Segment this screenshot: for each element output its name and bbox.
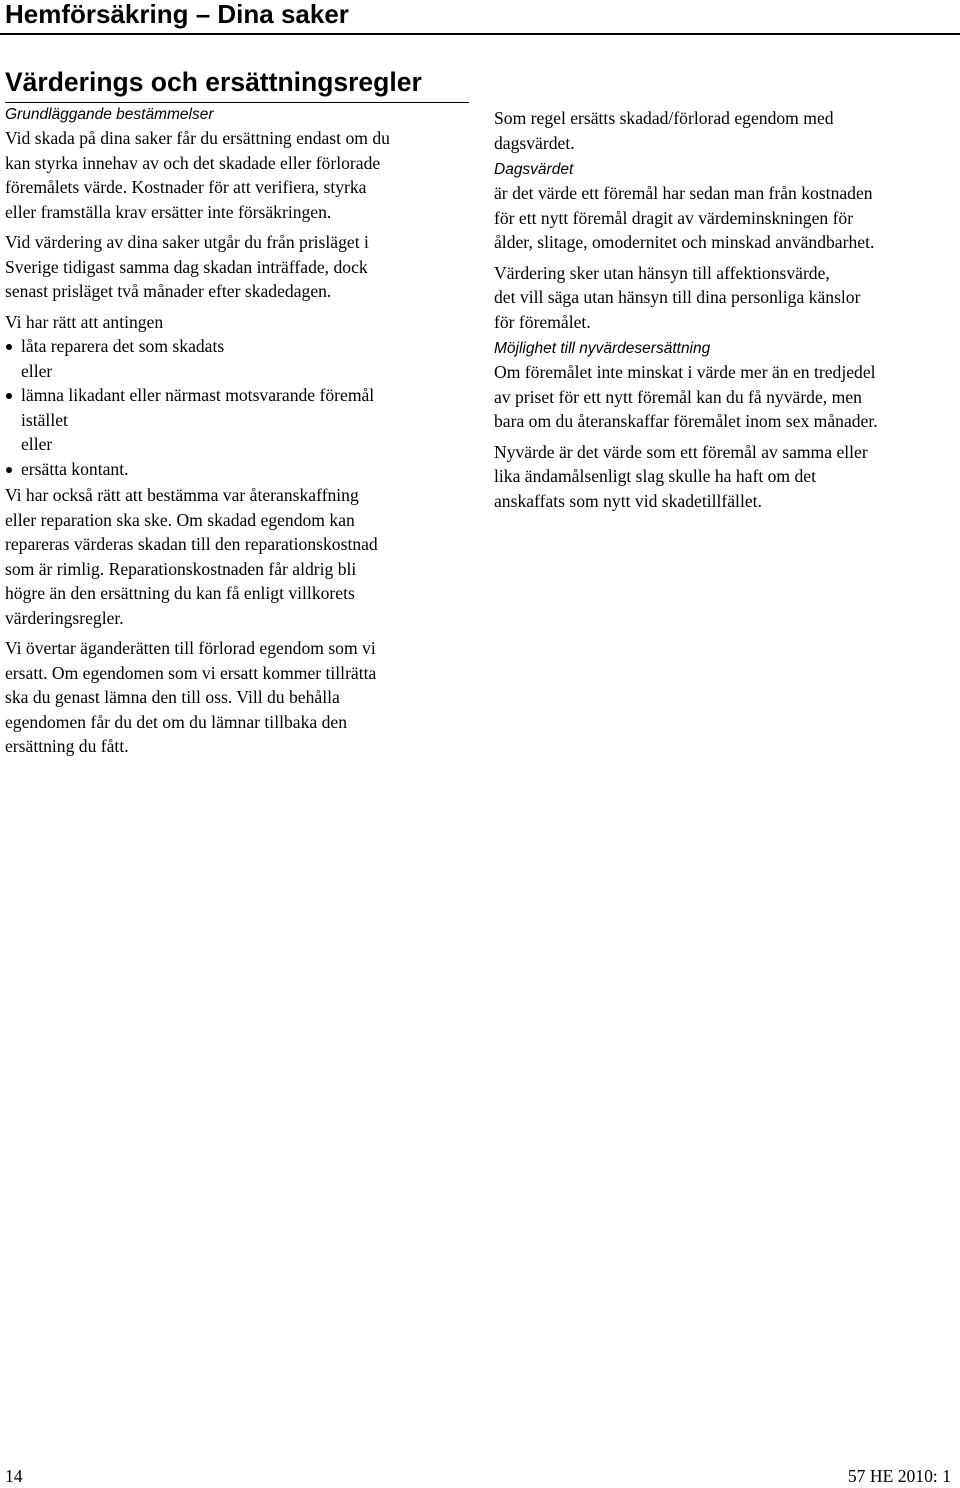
document-code: 57 HE 2010: 1 — [847, 1466, 951, 1486]
text-line: Som regel ersätts skadad/förlorad egendom med — [494, 108, 834, 128]
subheading-basic-rules: Grundläggande bestämmelser — [5, 106, 214, 123]
bullet-item-cash — [5, 457, 477, 482]
bullet-item-repair — [5, 334, 477, 359]
text-line: Vi har också rätt att bestämma var återanskaffning — [5, 485, 359, 505]
text-line: det vill säga utan hänsyn till dina personliga känslor — [494, 287, 861, 307]
page-number: 14 — [5, 1466, 23, 1486]
text-line: eller reparation ska ske. Om skadad egendom kan — [5, 509, 355, 530]
text-line: anskaffats som nytt vid skadetillfället. — [494, 490, 762, 511]
text-line: senast prisläget två månader efter skadedagen. — [5, 281, 332, 301]
text-line: kan styrka innehav av och det skadade eller förlorade — [5, 152, 381, 173]
section-title-divider — [5, 102, 469, 103]
text-line: egendomen får du det om du lämnar tillbaka den — [5, 711, 347, 732]
text-line: ålder, slitage, omodernitet och minskad användbarhet. — [494, 232, 875, 252]
bullet-icon — [6, 393, 12, 399]
text-line: högre än den ersättning du kan få enligt villkorets — [5, 583, 355, 603]
paragraph-options — [5, 310, 477, 482]
paragraph-sentimental-value — [494, 261, 958, 335]
text-line: som är rimlig. Reparationskostnaden får aldrig bli — [5, 558, 357, 579]
text-line: för föremålet. — [494, 311, 591, 332]
section-title: Värderings och ersättningsregler — [5, 67, 422, 97]
bullet-text: låta reparera det som skadats — [21, 336, 225, 356]
text-line: Nyvärde är det värde som ett föremål av samma eller — [494, 441, 868, 462]
bullet-text: ersätta kontant. — [21, 458, 129, 479]
paragraph-repair-rights — [5, 483, 477, 630]
left-column — [5, 104, 477, 759]
text-line: dagsvärdet. — [494, 132, 575, 153]
text-line: ersatt. Om egendomen som vi ersatt kommer tillrätta — [5, 662, 377, 683]
text-line: är det värde ett föremål har sedan man från kostnaden — [494, 183, 873, 203]
text-line: föremålets värde. Kostnader för att verifiera, styrka — [5, 177, 367, 197]
paragraph-ownership-transfer — [5, 636, 477, 759]
or-connector: eller — [21, 360, 53, 381]
paragraph-general-rule — [494, 106, 958, 155]
bullet-icon — [6, 467, 12, 473]
text-line: lika ändamålsenligt slag skulle ha haft om det — [494, 466, 816, 486]
text-line: ska du genast lämna den till oss. Vill du behålla — [5, 687, 340, 707]
paragraph-valuation-price-level — [5, 230, 477, 304]
subheading-current-value: Dagsvärdet — [494, 161, 574, 178]
text-line: Vid värdering av dina saker utgår du från prisläget i — [5, 232, 369, 252]
subheading-new-value: Möjlighet till nyvärdesersättning — [494, 340, 711, 357]
text-line: av priset för ett nytt föremål kan du få nyvärde, men — [494, 386, 862, 407]
text-line: bara om du återanskaffar föremålet inom sex månader. — [494, 411, 878, 431]
paragraph-proof-of-ownership — [5, 126, 477, 224]
paragraph-current-value-definition — [494, 181, 958, 255]
bullet-continuation: istället — [21, 409, 68, 430]
right-column — [494, 106, 958, 513]
options-intro: Vi har rätt att antingen — [5, 311, 164, 332]
bullet-text: lämna likadant eller närmast motsvarande föremål — [21, 385, 375, 405]
page-title: Hemförsäkring – Dina saker — [5, 0, 349, 29]
text-line: för ett nytt föremål dragit av värdeminskningen för — [494, 207, 854, 228]
paragraph-new-value-definition — [494, 440, 958, 514]
text-line: värderingsregler. — [5, 607, 124, 628]
text-line: Om föremålet inte minskat i värde mer än en tredjedel — [494, 362, 876, 382]
header-divider — [0, 33, 960, 35]
text-line: ersättning du fått. — [5, 736, 129, 756]
page-header — [0, 0, 960, 34]
text-line: repareras värderas skadan till den reparationskostnad — [5, 534, 378, 554]
paragraph-new-value-conditions — [494, 360, 958, 434]
bullet-item-replace — [5, 383, 477, 408]
bullet-icon — [6, 344, 12, 350]
text-line: Sverige tidigast samma dag skadan inträffade, dock — [5, 256, 368, 277]
or-connector: eller — [21, 434, 53, 454]
text-line: Vi övertar äganderätten till förlorad egendom som vi — [5, 638, 376, 658]
text-line: Värdering sker utan hänsyn till affektionsvärde, — [494, 262, 830, 283]
text-line: Vid skada på dina saker får du ersättning endast om du — [5, 128, 390, 148]
text-line: eller framställa krav ersätter inte försäkringen. — [5, 201, 332, 222]
